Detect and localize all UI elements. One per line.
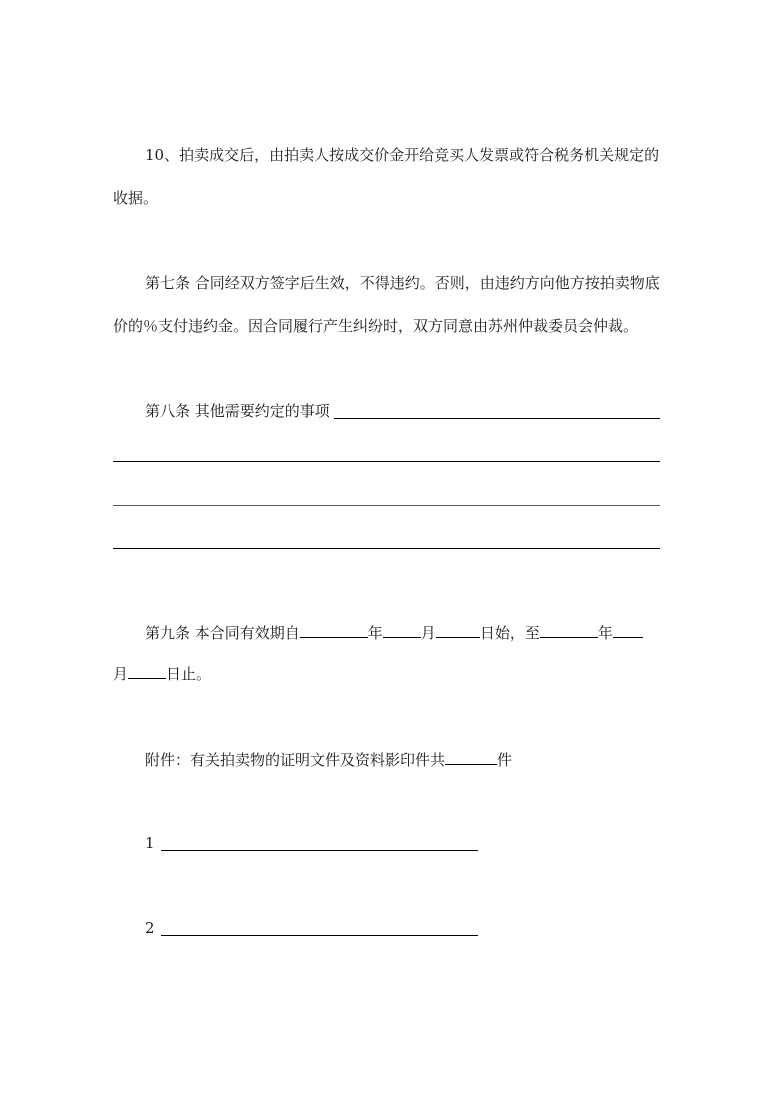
article-8-blank-line-1[interactable] — [113, 461, 660, 462]
start-month-blank[interactable] — [383, 620, 421, 638]
attachment-item-1-blank[interactable] — [161, 850, 478, 851]
start-year-blank[interactable] — [300, 620, 368, 638]
attachment-label: 附件：有关拍卖物的证明文件及资料影印件共 — [145, 751, 446, 769]
article-9-line-2 — [113, 661, 211, 685]
article-9-day-end: 日止。 — [166, 665, 212, 683]
article-7-line-2: 价的％支付违约金。因合同履行产生纠纷时，双方同意由苏州仲裁委员会仲裁。 — [113, 317, 639, 335]
article-7-line-1: 第七条 合同经双方签字后生效，不得违约。否则，由违约方向他方按拍卖物底 — [145, 274, 660, 292]
article-9-year-1: 年 — [367, 624, 383, 642]
end-month-blank[interactable] — [613, 620, 643, 638]
start-day-blank[interactable] — [436, 620, 480, 638]
article-9-month-2: 月 — [113, 665, 129, 683]
article-9-prefix: 第九条 本合同有效期自 — [145, 624, 300, 642]
attachment-item-2 — [145, 917, 155, 939]
clause-10-line-2: 收据。 — [113, 189, 159, 207]
article-9-month-1: 月 — [420, 624, 436, 642]
article-8-blank-line-3[interactable] — [113, 548, 660, 549]
article-8-label: 第八条 其他需要约定的事项 — [145, 402, 330, 420]
attachment-unit: 件 — [497, 751, 513, 769]
article-9-line-1 — [145, 620, 643, 644]
article-8-blank-line-2[interactable] — [113, 505, 660, 506]
attachment-item-1-number: 1 — [145, 834, 155, 852]
attachment-item-1 — [145, 832, 155, 854]
attachment-count-blank[interactable] — [445, 747, 497, 765]
attachment-item-2-blank[interactable] — [161, 935, 478, 936]
attachment-item-2-number: 2 — [145, 919, 155, 937]
article-8-blank-inline[interactable] — [334, 418, 660, 419]
end-day-blank[interactable] — [128, 661, 166, 679]
article-9-year-2: 年 — [597, 624, 613, 642]
article-9-day-start: 日始，至 — [479, 624, 540, 642]
attachment-line — [145, 747, 512, 771]
article-8-heading — [145, 400, 330, 422]
end-year-blank[interactable] — [540, 620, 598, 638]
clause-10-line-1: 10、拍卖成交后，由拍卖人按成交价金开给竞买人发票或符合税务机关规定的 — [145, 146, 660, 164]
